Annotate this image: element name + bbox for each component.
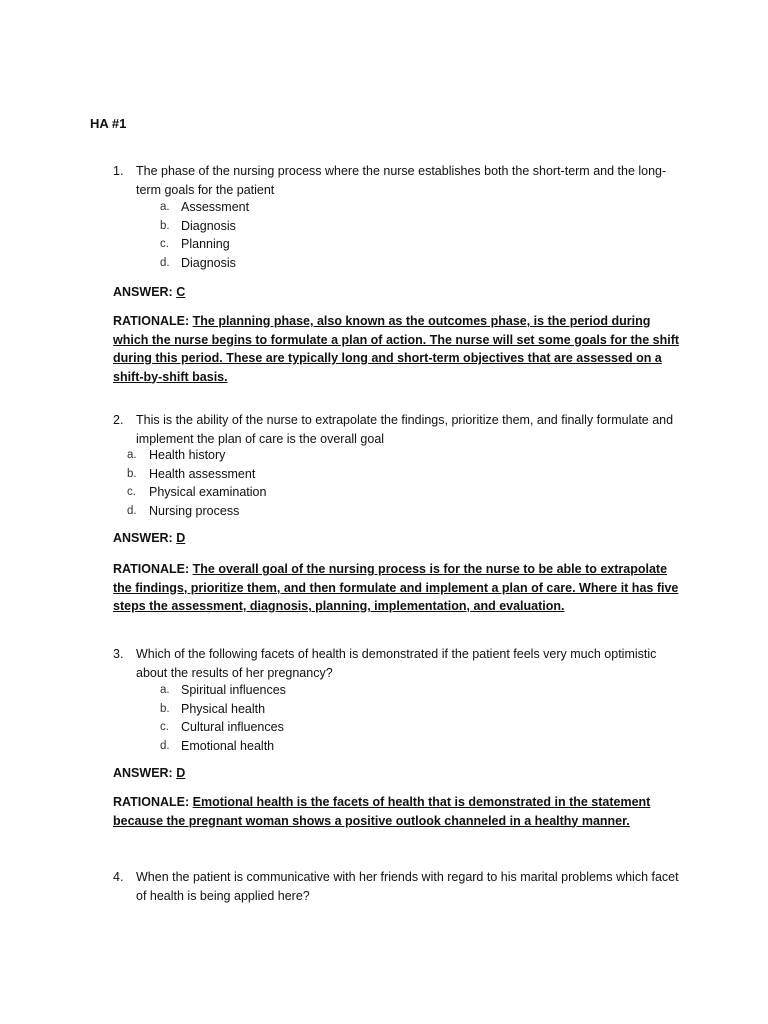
- question-number: 4.: [113, 870, 124, 884]
- option-text: Health assessment: [149, 466, 256, 481]
- option-item: [160, 737, 286, 756]
- option-text: Assessment: [181, 200, 250, 214]
- question-4: [113, 868, 683, 905]
- rationale-block: [113, 793, 683, 830]
- rationale-text: The planning phase, also known as the outcomes phase, is the period during which the nurse begins to formulate a plan of action. The nurse will set some goals for the shift during this period. These are typically long and short-term objectives that are assessed on a shift-by-shift basis.: [113, 314, 680, 384]
- rationale-label: RATIONALE:: [113, 314, 193, 328]
- question-text: This is the ability of the nurse to extrapolate the findings, prioritize them, and finally formulate and implement the plan of care is the overall goal: [136, 413, 674, 446]
- option-item: [160, 217, 249, 236]
- option-item: [127, 446, 266, 465]
- option-text: Diagnosis: [181, 255, 236, 270]
- option-text: Diagnosis: [181, 218, 236, 233]
- option-text: Health history: [149, 448, 226, 462]
- question-3: [113, 645, 683, 682]
- option-item: [127, 483, 266, 502]
- option-letter: d.: [127, 504, 137, 517]
- options-list: [127, 446, 266, 520]
- question-number: 2.: [113, 413, 124, 427]
- option-letter: a.: [160, 684, 170, 696]
- question-number: 3.: [113, 647, 124, 661]
- option-text: Physical health: [181, 701, 266, 716]
- question-text: The phase of the nursing process where the nurse establishes both the short-term and the long-term goals for the patient: [136, 164, 667, 197]
- option-text: Cultural influences: [181, 720, 284, 734]
- options-list: [160, 198, 249, 272]
- rationale-text: The overall goal of the nursing process is for the nurse to be able to extrapolate the findings, prioritize them, and then formulate and implement a plan of care. Where it has five steps the assessment, diagnosis, planning, implementation, and evaluation.: [113, 562, 679, 613]
- answer-value: D: [176, 531, 186, 545]
- option-letter: b.: [160, 219, 170, 232]
- question-number: 1.: [113, 164, 124, 178]
- page-heading: HA #1: [90, 116, 127, 131]
- option-letter: c.: [160, 238, 169, 250]
- rationale-block: [113, 560, 683, 616]
- rationale-text: Emotional health is the facets of health that is demonstrated in the statement because the pregnant woman shows a positive outlook channeled in a healthy manner.: [113, 795, 651, 828]
- answer-label: ANSWER:: [113, 285, 177, 299]
- answer-line: [113, 285, 185, 299]
- answer-label: ANSWER:: [113, 531, 177, 545]
- option-text: Physical examination: [149, 485, 267, 499]
- question-2: [113, 411, 683, 448]
- option-item: [127, 502, 266, 521]
- question-1: [113, 162, 683, 199]
- answer-line: [113, 766, 185, 780]
- option-item: [127, 465, 266, 484]
- option-item: [160, 700, 286, 719]
- question-text: When the patient is communicative with her friends with regard to his marital problems which facet of health is being applied here?: [136, 870, 679, 903]
- option-letter: c.: [127, 486, 136, 498]
- answer-line: [113, 531, 185, 545]
- option-text: Planning: [181, 237, 230, 251]
- answer-value: C: [176, 285, 186, 299]
- option-letter: a.: [127, 449, 137, 461]
- rationale-label: RATIONALE:: [113, 795, 193, 809]
- rationale-block: [113, 312, 683, 386]
- answer-value: D: [176, 766, 186, 780]
- option-letter: a.: [160, 201, 170, 213]
- option-item: [160, 198, 249, 217]
- option-item: [160, 718, 286, 737]
- option-letter: d.: [160, 739, 170, 752]
- rationale-label: RATIONALE:: [113, 562, 193, 576]
- option-item: [160, 254, 249, 273]
- option-letter: d.: [160, 256, 170, 269]
- option-letter: b.: [127, 467, 137, 480]
- option-letter: c.: [160, 721, 169, 733]
- options-list: [160, 681, 286, 755]
- option-text: Emotional health: [181, 738, 275, 753]
- option-text: Nursing process: [149, 503, 240, 518]
- option-item: [160, 235, 249, 254]
- option-item: [160, 681, 286, 700]
- option-letter: b.: [160, 702, 170, 715]
- question-text: Which of the following facets of health is demonstrated if the patient feels very much optimistic about the results of her pregnancy?: [136, 647, 657, 680]
- option-text: Spiritual influences: [181, 683, 286, 697]
- answer-label: ANSWER:: [113, 766, 177, 780]
